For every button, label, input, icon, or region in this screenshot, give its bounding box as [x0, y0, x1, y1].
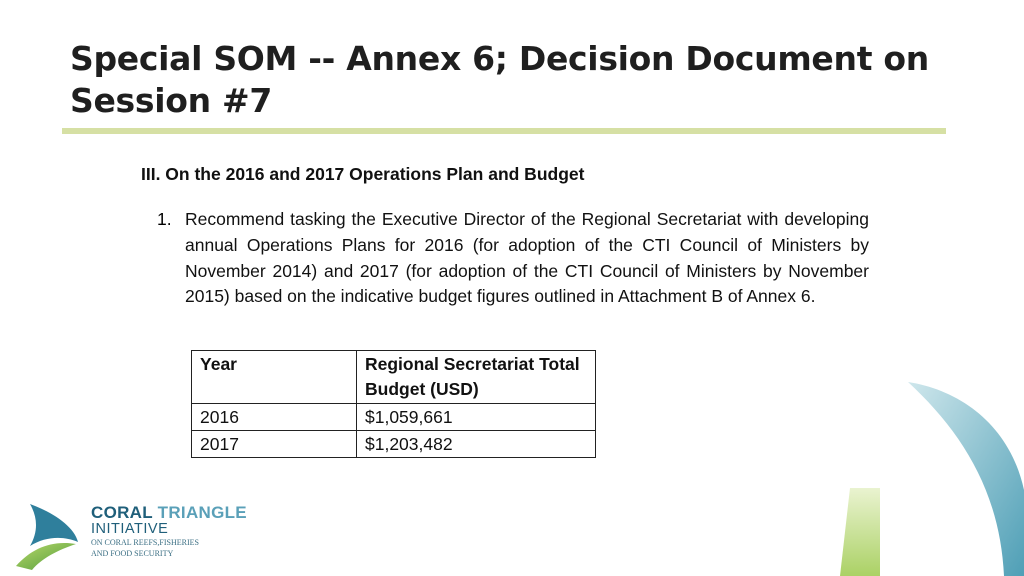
logo-tagline-2: AND FOOD SECURITY: [91, 548, 174, 558]
logo-name-coral: CORAL: [91, 503, 158, 522]
table-cell-budget: $1,203,482: [357, 431, 596, 458]
table-cell-budget: $1,059,661: [357, 404, 596, 431]
logo-name: [91, 503, 247, 523]
table-header-row: [192, 351, 596, 404]
logo-text: [91, 503, 247, 558]
table-row: [192, 431, 596, 458]
document-section-heading: III. On the 2016 and 2017 Operations Plan and Budget: [141, 164, 585, 184]
table-cell-year: 2017: [192, 431, 357, 458]
list-item-number: 1.: [157, 209, 172, 229]
table-cell-year: 2016: [192, 404, 357, 431]
decorative-swoosh-icon: [820, 370, 1024, 576]
slide-title-line-1: Special SOM -- Annex 6; Decision Document on: [70, 39, 929, 78]
logo-tagline-1: ON CORAL REEFS,FISHERIES: [91, 538, 199, 547]
slide-title: [70, 38, 950, 122]
column-header-budget: [357, 351, 596, 404]
column-header-year: Year: [192, 351, 357, 404]
table-row: [192, 404, 596, 431]
logo-initiative: INITIATIVE: [91, 521, 169, 537]
list-item-text: Recommend tasking the Executive Director of the Regional Secretariat with developing annual Operations Plans for 2016 (for adoption of the CTI Council of Ministers by November 2014) and 2017 (for adoption of the CTI Council of Ministers by November 2015) based on the indicative budget figures outlined in Attachment B of Annex 6.: [185, 209, 869, 307]
slide-title-line-2: Session #7: [70, 81, 273, 120]
title-divider: [62, 128, 946, 134]
logo-name-triangle: TRIANGLE: [157, 503, 247, 522]
budget-table: [191, 350, 596, 458]
column-header-budget-line-1: Regional Secretariat: [365, 354, 535, 374]
column-header-budget-line-2: Total Budget (USD): [365, 354, 580, 399]
